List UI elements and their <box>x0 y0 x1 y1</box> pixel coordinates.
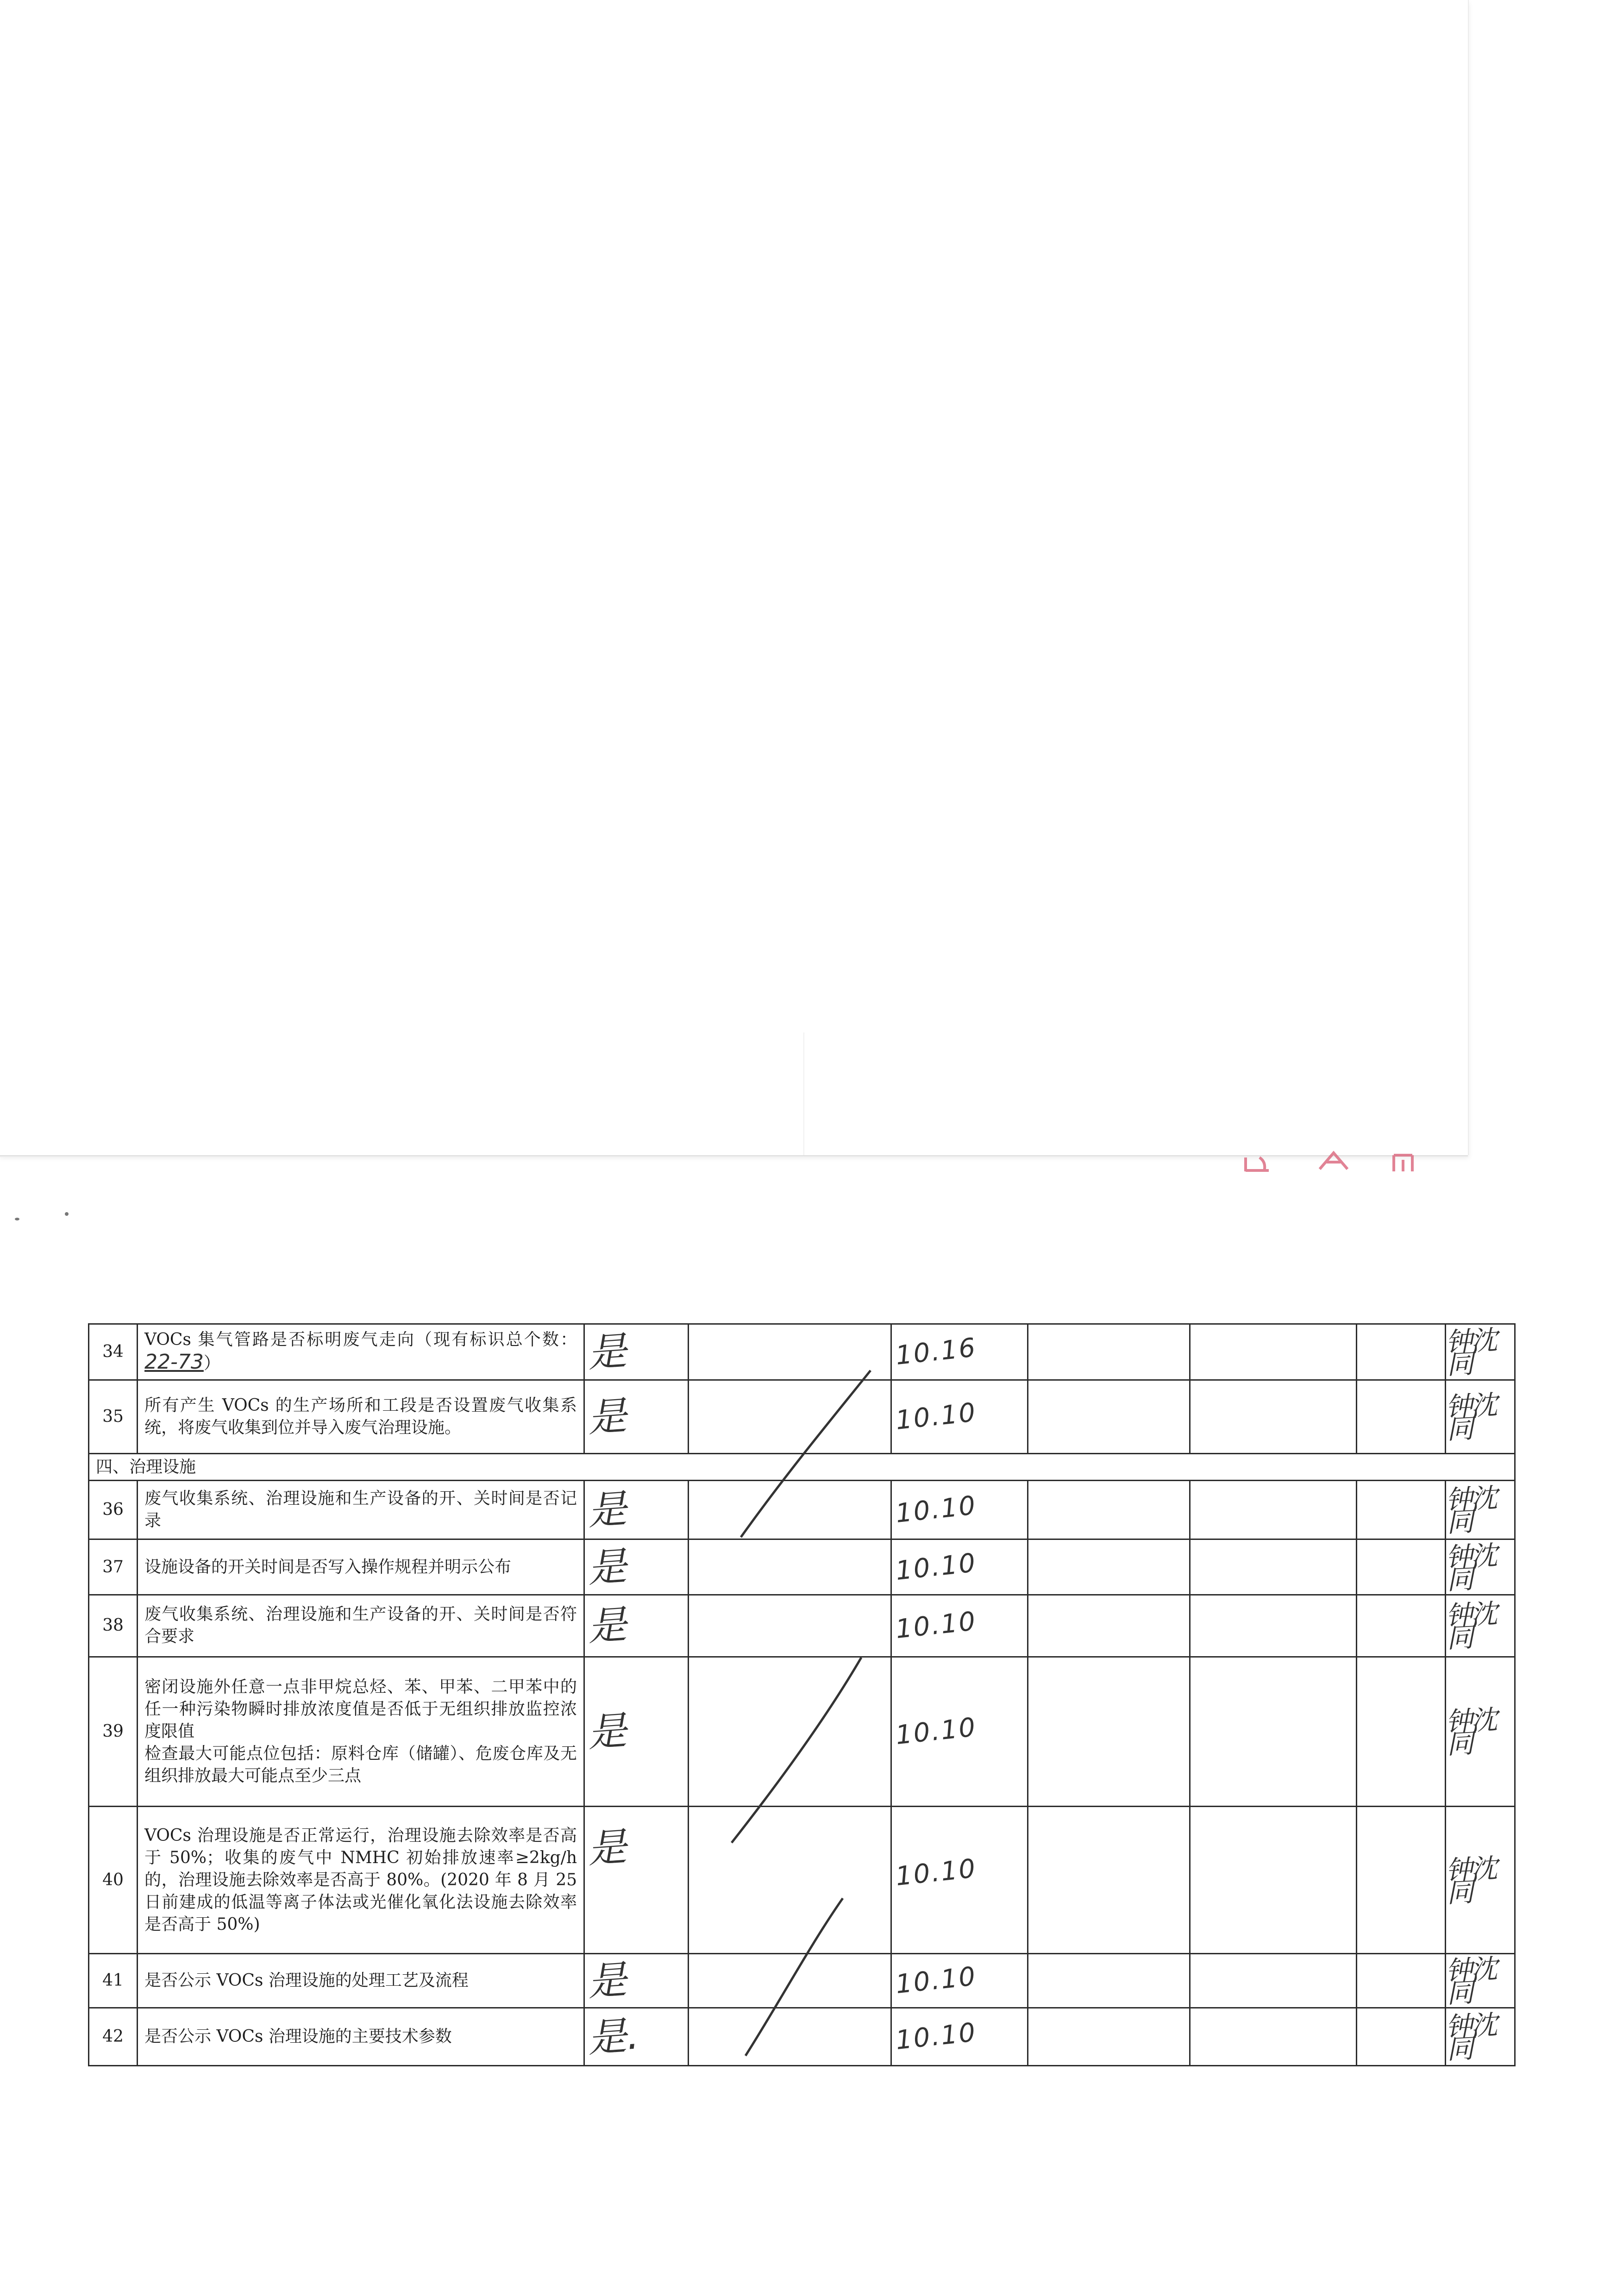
sheet-crease <box>803 1032 804 1155</box>
signature-cell <box>1446 1657 1515 1806</box>
result-mark: 是 <box>586 1328 628 1376</box>
blank-cell <box>689 1380 891 1453</box>
blank-cell <box>1357 2008 1446 2065</box>
blank-cell <box>1190 1954 1357 2008</box>
inspector-signature: 钟沈同 <box>1445 1482 1497 1539</box>
result-mark: 是 <box>586 1393 628 1441</box>
result-cell <box>584 1954 689 2008</box>
blank-cell <box>1357 1539 1446 1595</box>
blank-cell <box>689 1657 891 1806</box>
inspector-signature: 钟沈同 <box>1445 1704 1497 1760</box>
date-cell <box>891 1657 1028 1806</box>
date-cell <box>891 1324 1028 1380</box>
table-row <box>89 1481 1515 1539</box>
table-row <box>89 1657 1515 1806</box>
blank-cell <box>1028 1481 1190 1539</box>
identifier-count: 22-73 <box>144 1350 204 1374</box>
result-cell <box>584 1807 689 1954</box>
inspector-signature: 钟沈同 <box>1445 1389 1497 1445</box>
item-text: VOCs 集气管路是否标明废气走向（现有标识总个数：22-73） <box>138 1324 584 1380</box>
blank-cell <box>1357 1807 1446 1954</box>
blank-cell <box>1190 1657 1357 1806</box>
row-number: 35 <box>89 1380 138 1453</box>
row-number: 39 <box>89 1657 138 1806</box>
blank-cell <box>1357 1595 1446 1657</box>
signature-cell <box>1446 1481 1515 1539</box>
inspector-signature: 钟沈同 <box>1445 2009 1497 2065</box>
blank-cell <box>1028 1380 1190 1453</box>
blank-cell <box>1357 1324 1446 1380</box>
blank-cell <box>689 1539 891 1595</box>
inspector-signature: 钟沈同 <box>1445 1852 1497 1909</box>
blank-cell <box>1190 1807 1357 1954</box>
row-number: 41 <box>89 1954 138 2008</box>
blank-cell <box>1028 1807 1190 1954</box>
blank-cell <box>1190 1595 1357 1657</box>
item-text: 设施设备的开关时间是否写入操作规程并明示公布 <box>138 1539 584 1595</box>
item-text: 是否公示 VOCs 治理设施的主要技术参数 <box>138 2008 584 2065</box>
check-date: 10.10 <box>894 1712 978 1751</box>
blank-cell <box>689 2008 891 2065</box>
blank-cell <box>689 1595 891 1657</box>
row-number: 40 <box>89 1807 138 1954</box>
result-cell <box>584 2008 689 2065</box>
blank-cell <box>1028 2008 1190 2065</box>
inspector-signature: 钟沈同 <box>1445 1598 1497 1655</box>
table-row <box>89 2008 1515 2065</box>
blank-cell <box>1357 1657 1446 1806</box>
date-cell <box>891 2008 1028 2065</box>
blank-cell <box>689 1324 891 1380</box>
table-row <box>89 1595 1515 1657</box>
blank-cell <box>1190 1380 1357 1453</box>
blank-cell <box>1190 1539 1357 1595</box>
item-text: 密闭设施外任意一点非甲烷总烃、苯、甲苯、二甲苯中的任一种污染物瞬时排放浓度值是否低于无组织排放监控浓度限值 检查最大可能点位包括：原料仓库（储罐）、危废仓库及无组织排放最大可能点至少三点 <box>138 1657 584 1806</box>
check-date: 10.10 <box>894 1853 978 1892</box>
item-text: 废气收集系统、治理设施和生产设备的开、关时间是否符合要求 <box>138 1595 584 1657</box>
check-date: 10.16 <box>894 1332 978 1371</box>
check-date: 10.10 <box>894 1961 978 2000</box>
blank-cell <box>1190 2008 1357 2065</box>
result-cell <box>584 1539 689 1595</box>
signature-cell <box>1446 1380 1515 1453</box>
check-date: 10.10 <box>894 1547 978 1586</box>
blank-cell <box>689 1954 891 2008</box>
result-mark: 是 <box>586 1486 628 1534</box>
signature-cell <box>1446 1954 1515 2008</box>
result-mark: 是 <box>586 1824 628 1872</box>
voc-checklist-table <box>88 1323 1516 2066</box>
blank-cell <box>1028 1324 1190 1380</box>
signature-cell <box>1446 1539 1515 1595</box>
date-cell <box>891 1380 1028 1453</box>
table-row <box>89 1324 1515 1380</box>
date-cell <box>891 1807 1028 1954</box>
blank-cell <box>1028 1595 1190 1657</box>
result-cell <box>584 1657 689 1806</box>
blank-cell <box>1028 1657 1190 1806</box>
date-cell <box>891 1954 1028 2008</box>
result-mark: 是 <box>586 1708 628 1756</box>
table-row <box>89 1539 1515 1595</box>
table-row <box>89 1954 1515 2008</box>
blank-cell <box>1028 1539 1190 1595</box>
item-text: 所有产生 VOCs 的生产场所和工段是否设置废气收集系统，将废气收集到位并导入废气治理设施。 <box>138 1380 584 1453</box>
blank-cell <box>689 1481 891 1539</box>
item-text: 是否公示 VOCs 治理设施的处理工艺及流程 <box>138 1954 584 2008</box>
result-cell <box>584 1595 689 1657</box>
signature-cell <box>1446 1324 1515 1380</box>
check-date: 10.10 <box>894 1490 978 1529</box>
result-cell <box>584 1481 689 1539</box>
red-stamp-fragment <box>1241 1144 1482 1176</box>
blank-cell <box>1028 1954 1190 2008</box>
row-number: 37 <box>89 1539 138 1595</box>
blank-cell <box>1357 1954 1446 2008</box>
signature-cell <box>1446 2008 1515 2065</box>
signature-cell <box>1446 1595 1515 1657</box>
row-number: 42 <box>89 2008 138 2065</box>
blank-cell <box>1357 1380 1446 1453</box>
date-cell <box>891 1595 1028 1657</box>
inspector-signature: 钟沈同 <box>1445 1539 1497 1596</box>
row-number: 36 <box>89 1481 138 1539</box>
row-number: 34 <box>89 1324 138 1380</box>
table-row <box>89 1807 1515 1954</box>
blank-cell <box>1357 1481 1446 1539</box>
blank-cell <box>689 1807 891 1954</box>
upper-blank-sheet <box>0 0 1469 1155</box>
result-mark: 是 <box>586 1957 628 2005</box>
table-row <box>89 1380 1515 1453</box>
date-cell <box>891 1481 1028 1539</box>
item-text: VOCs 治理设施是否正常运行，治理设施去除效率是否高于 50%；收集的废气中 NMHC 初始排放速率≥2kg/h 的，治理设施去除效率是否高于 80%。(2020 年 8 月 25 日前建成的低温等离子体法或光催化氧化法设施去除效率是否高于 50%) <box>138 1807 584 1954</box>
result-mark: 是. <box>586 2012 640 2061</box>
result-mark: 是 <box>586 1602 628 1650</box>
check-date: 10.10 <box>894 1606 978 1645</box>
result-mark: 是 <box>586 1543 628 1591</box>
signature-cell <box>1446 1807 1515 1954</box>
inspector-signature: 钟沈同 <box>1445 1324 1497 1381</box>
blank-cell <box>1190 1481 1357 1539</box>
section-heading: 四、治理设施 <box>89 1453 1515 1480</box>
date-cell <box>891 1539 1028 1595</box>
check-date: 10.10 <box>894 1397 978 1436</box>
item-text: 废气收集系统、治理设施和生产设备的开、关时间是否记录 <box>138 1481 584 1539</box>
inspector-signature: 钟沈同 <box>1445 1953 1497 2009</box>
blank-cell <box>1190 1324 1357 1380</box>
result-cell <box>584 1380 689 1453</box>
result-cell <box>584 1324 689 1380</box>
check-date: 10.10 <box>894 2017 978 2056</box>
section-row <box>89 1453 1515 1480</box>
row-number: 38 <box>89 1595 138 1657</box>
